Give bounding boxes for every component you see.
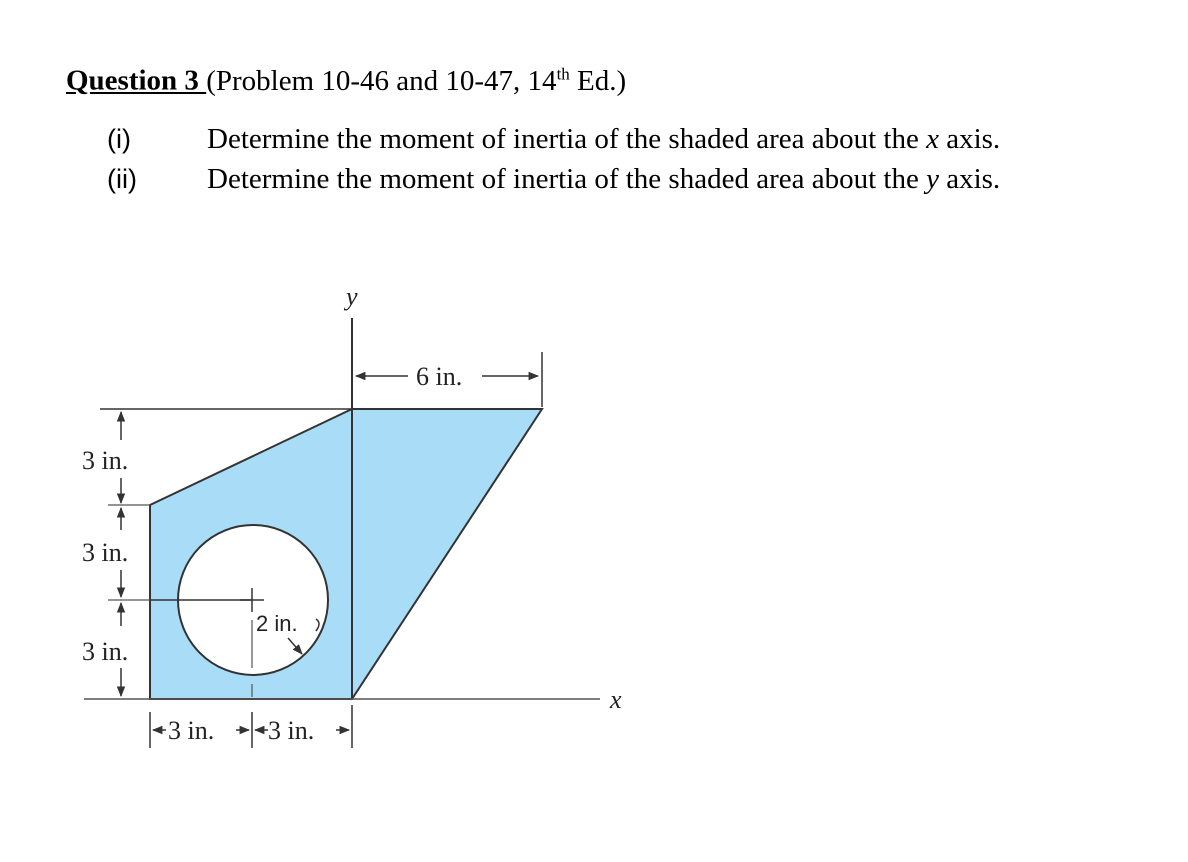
- dim-bottom-right-label: 3 in.: [268, 716, 315, 745]
- y-axis-label: y: [346, 282, 358, 311]
- dim-bottom-left-label: 3 in.: [168, 716, 215, 745]
- question-source: (Problem 10-46 and 10-47, 14th Ed.): [206, 64, 627, 97]
- part-ii-number: (ii): [107, 164, 137, 194]
- radius-label: 2 in.: [256, 611, 298, 636]
- radius-label-curl: [316, 619, 319, 631]
- shaded-region: [150, 409, 542, 699]
- dim-left-middle-label: 3 in.: [82, 538, 129, 567]
- dim-left-lower-label: 3 in.: [82, 637, 129, 666]
- part-ii-text: Determine the moment of inertia of the shaded area about the y axis.: [207, 163, 1001, 195]
- x-axis-label: x: [610, 685, 622, 714]
- part-i-number: (i): [107, 124, 131, 154]
- dim-6in-label: 6 in.: [416, 362, 463, 391]
- part-i-text: Determine the moment of inertia of the shaded area about the x axis.: [207, 123, 1001, 155]
- question-label: Question 3: [66, 64, 207, 97]
- radius-leader: [288, 638, 302, 654]
- dim-left-upper-label: 3 in.: [82, 446, 129, 475]
